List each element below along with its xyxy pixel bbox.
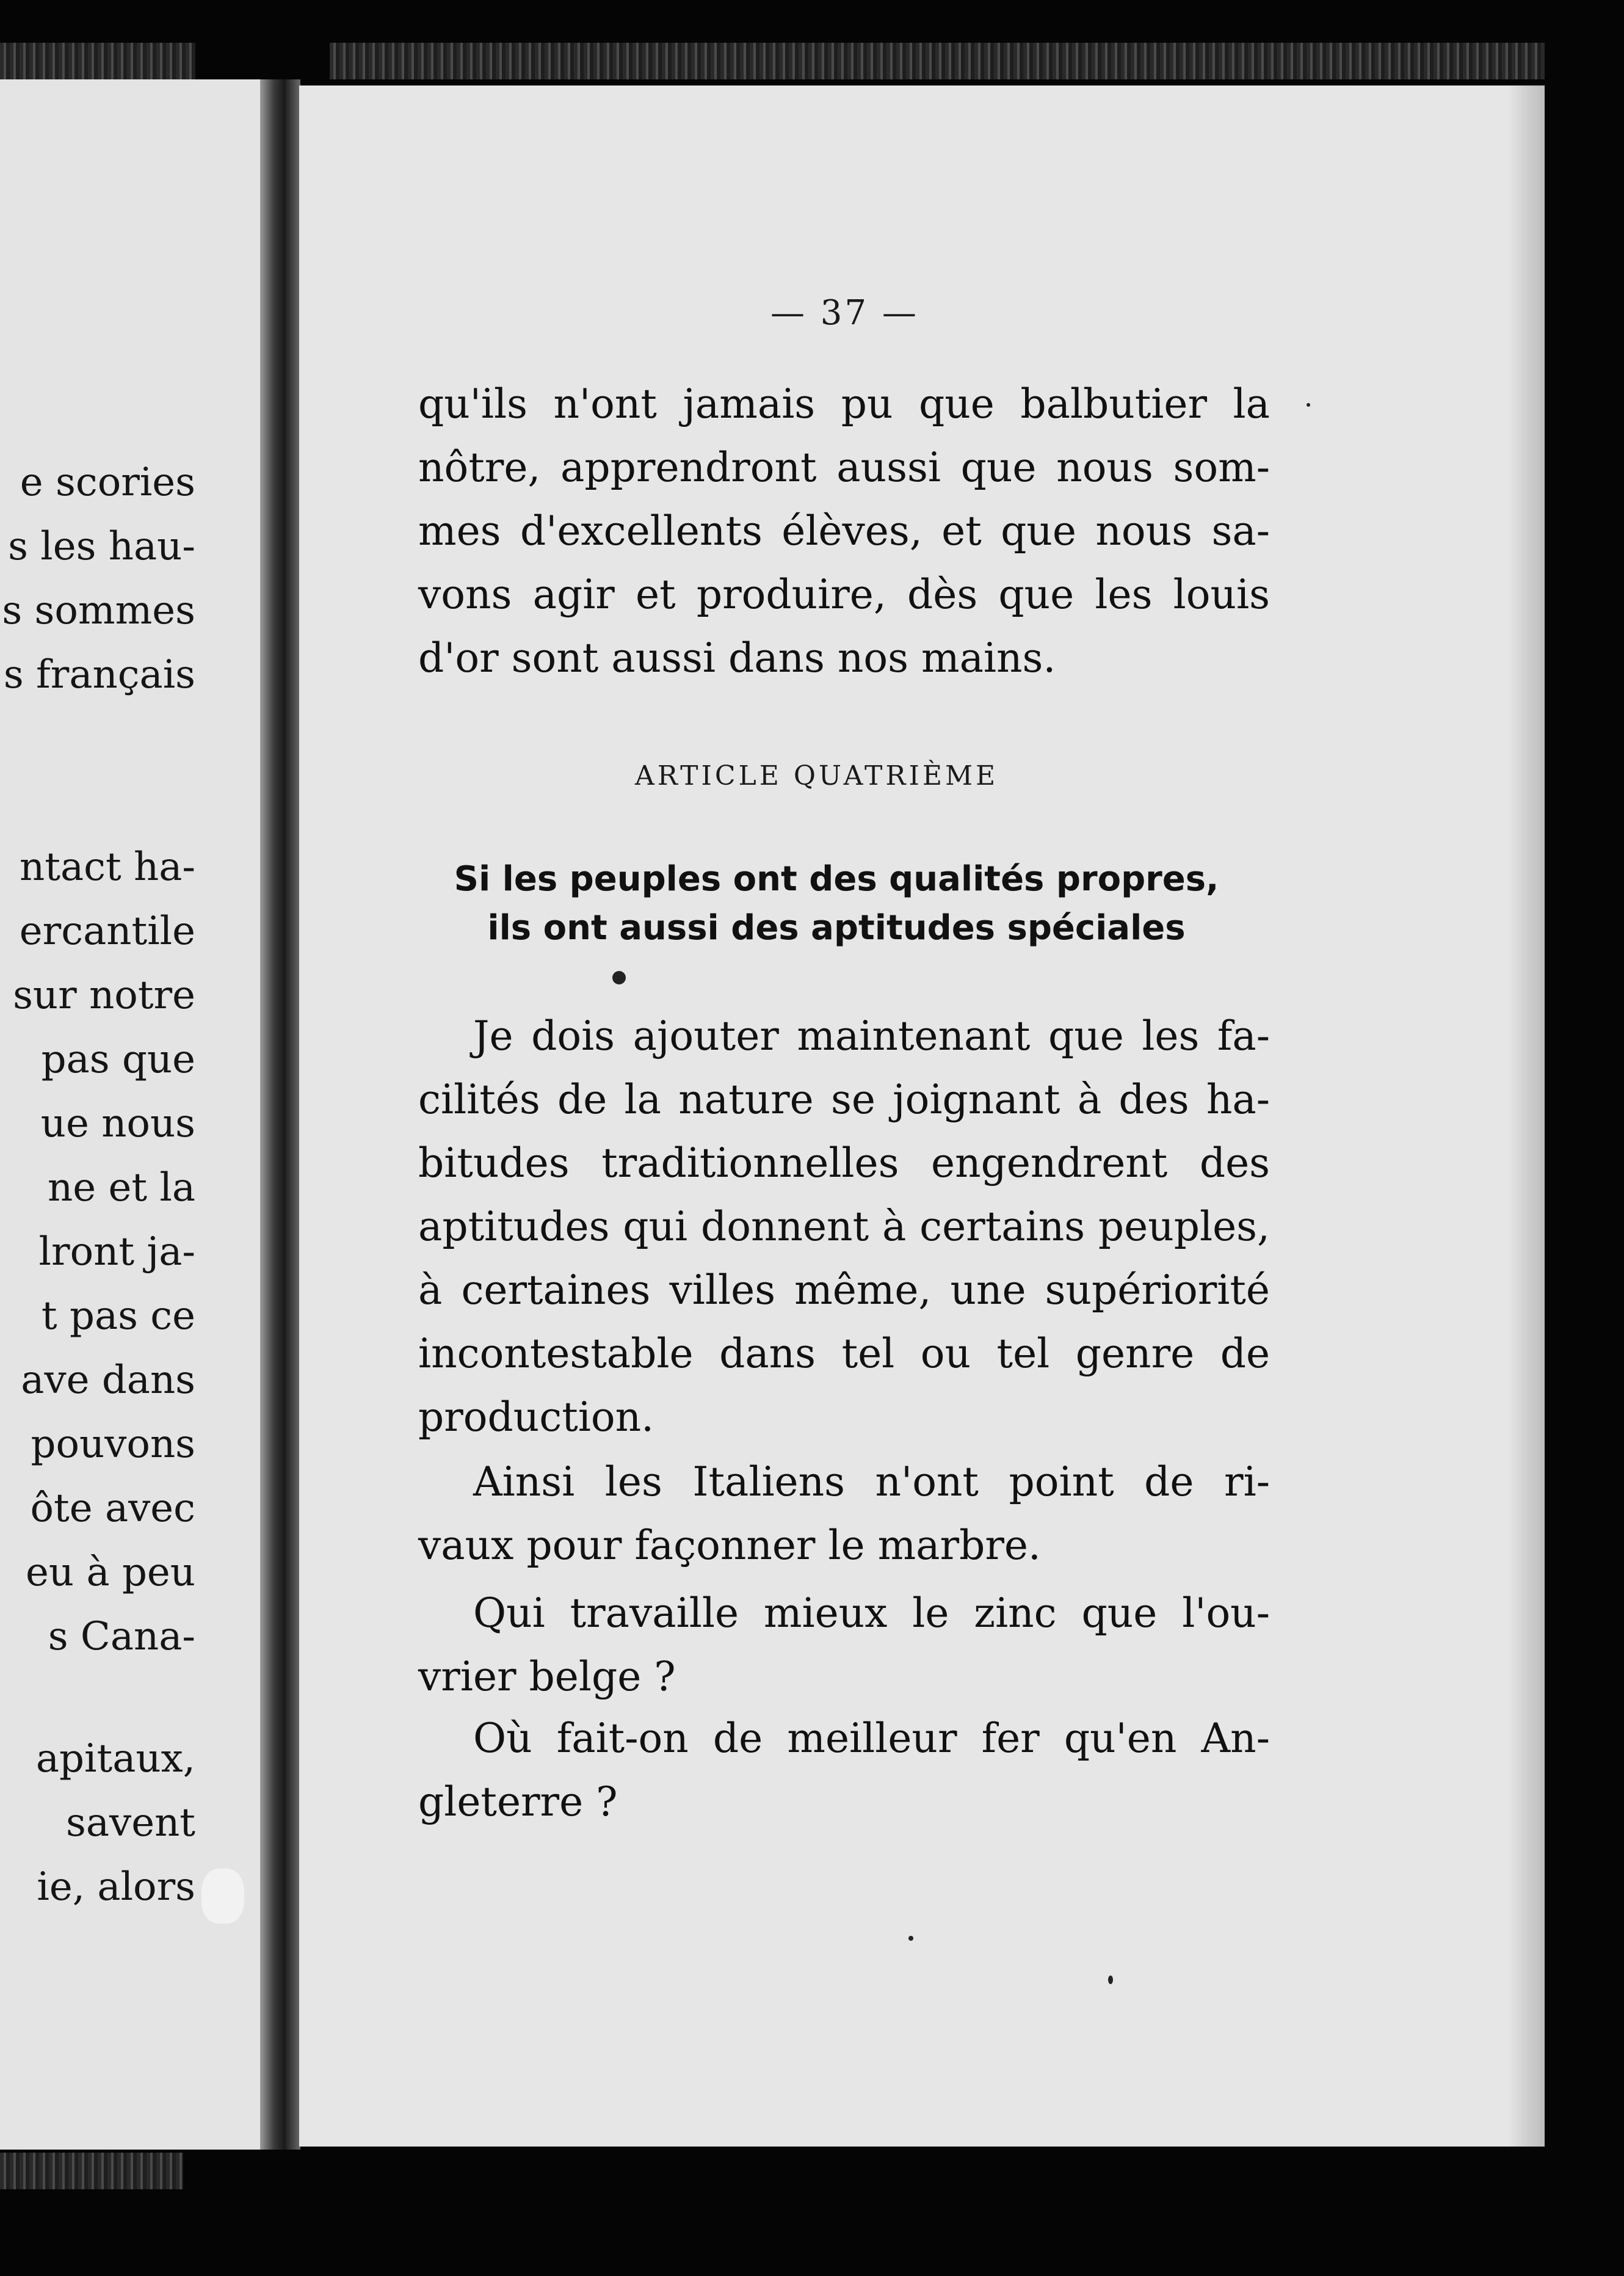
paragraph-5: [418, 1707, 1270, 1834]
binding-strip-top-left: [0, 43, 195, 79]
left-page-fragment: apitaux,: [35, 1736, 195, 1781]
left-page-fragment: s les hau-: [8, 524, 195, 569]
book-spine: [260, 79, 300, 2150]
text-line: nôtre, apprendront aussi que nous som-: [418, 444, 1270, 491]
text-line: Ainsi les Italiens n'ont point de ri-: [473, 1458, 1270, 1505]
text-line: d'or sont aussi dans nos mains.: [418, 634, 1056, 682]
section-heading: [403, 855, 1270, 953]
left-page-fragment: ercantile: [19, 909, 195, 954]
left-page-fragment: ôte avec: [30, 1486, 195, 1531]
heading-line: ils ont aussi des aptitudes spéciales: [487, 908, 1186, 948]
left-page-fragment: pas que: [41, 1037, 195, 1082]
binding-strip-top-right: [330, 43, 1545, 79]
text-line: incontestable dans tel ou tel genre de: [418, 1330, 1270, 1377]
left-page-fragment: savent: [66, 1800, 195, 1845]
text-line: bitudes traditionnelles engendrent des: [418, 1140, 1270, 1187]
section-label: ARTICLE QUATRIÈME: [635, 760, 999, 791]
paper-flake: [201, 1869, 244, 1924]
left-page-fragment: ntact ha-: [20, 845, 195, 890]
left-page-fragment: eu à peu: [26, 1550, 195, 1595]
paragraph-3: [418, 1450, 1270, 1577]
text-line: gleterre ?: [418, 1778, 618, 1825]
left-page-fragment: ave dans: [21, 1358, 195, 1403]
text-line: vons agir et produire, dès que les louis: [418, 571, 1270, 618]
text-line: aptitudes qui donnent à certains peuples,: [418, 1203, 1270, 1250]
text-line: production.: [418, 1394, 654, 1441]
left-page-fragment: s français: [3, 652, 195, 697]
page-edge-shadow: [1508, 85, 1545, 2147]
left-page-fragment: s Cana-: [48, 1614, 195, 1659]
text-line: vaux pour façonner le marbre.: [418, 1522, 1041, 1569]
ink-speck: [1108, 1976, 1113, 1984]
text-line: vrier belge ?: [418, 1653, 676, 1700]
left-page-fragment: pouvons: [31, 1422, 195, 1467]
text-line: qu'ils n'ont jamais pu que balbutier la: [418, 380, 1270, 427]
left-page-fragment: ie, alors: [37, 1864, 195, 1910]
paragraph-1: [418, 373, 1270, 690]
text-line: Je dois ajouter maintenant que les fa-: [473, 1013, 1270, 1060]
text-line: cilités de la nature se joignant à des ha-: [418, 1076, 1270, 1123]
text-line: Où fait-on de meilleur fer qu'en An-: [473, 1715, 1270, 1762]
text-line: Qui travaille mieux le zinc que l'ou-: [473, 1590, 1270, 1637]
ink-speck: [908, 1936, 913, 1941]
left-page-fragment: t pas ce: [41, 1293, 195, 1339]
page-number: — 37 —: [770, 293, 919, 333]
ink-speck: [612, 971, 626, 984]
left-page-fragment: ne et la: [48, 1165, 195, 1210]
text-line: à certaines villes même, une supériorité: [418, 1267, 1270, 1314]
left-page-fragment: s sommes: [2, 588, 195, 633]
paragraph-2: [418, 1005, 1270, 1449]
paragraph-4: [418, 1582, 1270, 1709]
left-page-fragment: lront ja-: [38, 1229, 195, 1274]
heading-line: Si les peuples ont des qualités propres,: [454, 859, 1219, 899]
left-page: [0, 79, 287, 2150]
ink-speck: [1307, 403, 1310, 407]
left-page-fragment: sur notre: [13, 973, 195, 1018]
text-line: mes d'excellents élèves, et que nous sa-: [418, 507, 1270, 554]
left-page-fragment: e scories: [20, 460, 195, 505]
left-page-fragment: ue nous: [40, 1101, 195, 1146]
binding-strip-bottom: [0, 2153, 183, 2189]
